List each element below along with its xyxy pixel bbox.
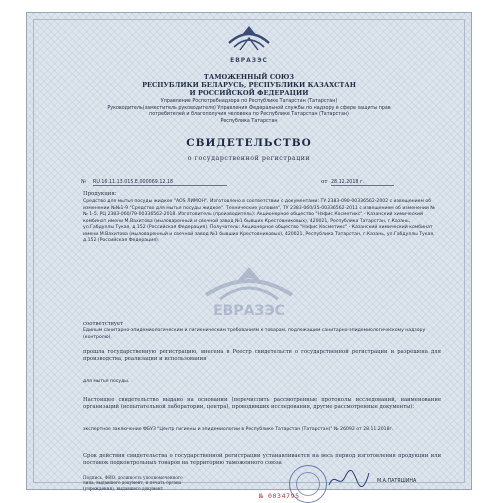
certificate-sheet xyxy=(26,12,472,500)
correspondence-text: Единым санитарно-эпидемиологическим и гигиеническим требованиям к товарам, подлежащим санитарно-эпидемиологическому надзору (контролю). xyxy=(83,328,426,340)
authority-line-2: Руководитель(заместитель руководителя) Управления Федеральной службы по надзору в сфере защиты прав xyxy=(107,105,391,111)
basis-document: экспертное заключение ФБУЗ "Центр гигиены и эпидемиологии в Республике Татарстан (Татарстан)" № 26092 от 28.11.2018г. xyxy=(83,427,394,432)
certificate-number: RU.16.11.13.015.E.000069.12.18 xyxy=(93,180,227,186)
watermark-emblem-icon xyxy=(190,261,308,319)
authority-line-4: Республика Татарстан xyxy=(220,118,278,124)
handwritten-signature xyxy=(327,467,371,491)
header-line-2: РЕСПУБЛИКИ БЕЛАРУСЬ, РЕСПУБЛИКИ КАЗАХСТАН xyxy=(142,81,356,89)
product-label: Продукция: xyxy=(83,191,117,197)
serial-number: № 0034795 xyxy=(259,492,300,500)
validity-text: Срок действия свидетельства о государственной регистрации устанавливается на весь период изготовления продукции или поставок подконтрольных товаров на территорию таможенного союза xyxy=(83,453,441,467)
document-subtitle: о государственной регистрации xyxy=(187,155,311,162)
eurasec-emblem-icon xyxy=(220,23,278,57)
header-line-1: ТАМОЖЕННЫЙ СОЮЗ xyxy=(203,73,295,81)
header xyxy=(57,73,441,97)
basis-text: Настоящее свидетельство выдано на основании (перечислить рассмотренные протоколы исследований, наименование организаций (испытательной лаборатории, центра), проводивших исследования, другие рассмотренные документы): xyxy=(83,397,441,411)
number-mark: № xyxy=(81,179,87,185)
authority-line-1: Управление Роспотребнадзора по Республике Татарстан (Татарстан) xyxy=(160,99,338,104)
eurasec-logo xyxy=(27,23,471,64)
logo-text: ЕВРАЗЭС xyxy=(230,57,268,64)
header-line-3: И РОССИЙСКОЙ ФЕДЕРАЦИИ xyxy=(189,89,309,97)
signer-name: М.А.ПАТЯШИНА xyxy=(377,479,417,484)
signature-caption: Подпись, ФИО, должность уполномоченного лица, выдавшего документ, и печать органа (учреждения), выдавшего документ xyxy=(83,475,183,491)
date-mark: от xyxy=(321,179,328,185)
issuing-authority xyxy=(73,99,425,125)
document-title: СВИДЕТЕЛЬСТВО xyxy=(186,137,312,149)
registration-use: для мытья посуды. xyxy=(83,379,130,384)
correspondence-label: соответствует xyxy=(83,321,124,327)
product-description: Средство для мытья посуды жидкое "AOS ЛИМОН". Изготовлено в соответствии с документами: ТУ 2383-090-00336562-2002 с извещением об изменении №№1-9 "Средство для мытья посуды жидкое". Технические условия", ТУ 2383-060/35-00336562-2011 с извещением об изменении №№ 1-5, РЦ 2383-060/79-00336562-2018. Изготовитель (производитель): Акционерное общество "Нэфис Косметикс" - Казанский химический комбинат имени М.Вахитова (мыловаренный и свечной завод №1 бывших Крестовниковых), 420021, Республика Татарстан, г.Казань, ул.Габдуллы Тукая, д.152 (Российская Федерация). Получатель: Акционерное общество "Нэфис Косметикс" - Казанский химический комбинат имени М.Вахитова (мыловаренный и свечной завод №1 бывших Крестовниковых), 420021, Республика Татарстан, г.Казань, ул.Габдуллы Тукая, д.152 (Российская Федерация). xyxy=(83,199,436,243)
watermark-text: ЕВРАЗЭС xyxy=(213,303,285,319)
registration-text: прошла государственную регистрацию, внесена в Реестр свидетельств о государственной регистрации и разрешена для производства, реализации и использования xyxy=(83,349,441,363)
certificate-number-row xyxy=(81,179,411,187)
authority-line-3: потребителей и благополучия человека по Республике Татарстан (Татарстан) xyxy=(149,112,349,118)
certificate-date: 28.12.2018 г. xyxy=(331,180,394,186)
watermark xyxy=(27,261,471,323)
